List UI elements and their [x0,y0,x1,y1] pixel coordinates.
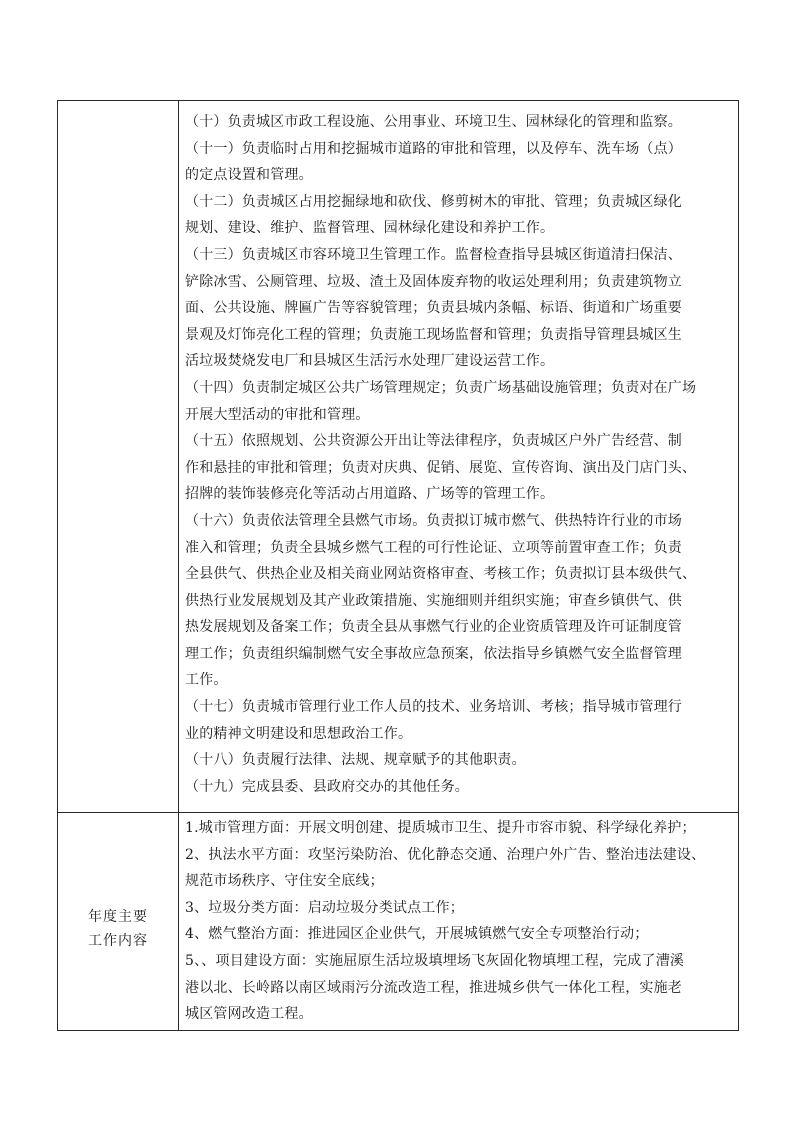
annual-label-cell [58,813,179,1030]
duty-line: 的定点设置和管理。 [185,167,313,184]
duty-line: 全县供气、供热企业及相关商业网站资格审查、考核工作；负责拟订县本级供气、 [185,566,697,583]
duty-item-19 [185,774,732,801]
task-line: 4、燃气整治方面：推进园区企业供气，开展城镇燃气安全专项整治行动； [185,926,649,943]
duty-line: 面、公共设施、牌匾广告等容貌管理；负责县城内条幅、标语、街道和广场重要 [185,300,682,317]
task-item-5 [185,948,732,1028]
duty-line: 景观及灯饰亮化工程的管理；负责施工现场监督和管理；负责指导管理县城区生 [185,326,682,343]
task-item-1 [185,815,732,842]
annual-label-line: 工作内容 [88,933,148,949]
duty-item-16 [185,508,732,694]
duty-line: 供热行业发展规划及其产业政策措施、实施细则并组织实施；审查乡镇供气、供 [185,592,682,609]
duty-item-14 [185,375,732,428]
duty-item-13 [185,242,732,375]
task-line: 港以北、长岭路以南区域雨污分流改造工程，推进城乡供气一体化工程，实施老 [185,979,682,996]
duty-item-18 [185,747,732,774]
duties-label-cell [58,101,179,812]
duty-line: 招牌的装饰装修亮化等活动占用道路、广场等的管理工作。 [185,486,555,503]
duty-item-12 [185,189,732,242]
annual-label [58,905,178,953]
task-line: 城区管网改造工程。 [185,1006,313,1023]
task-line: 2、执法水平方面：攻坚污染防治、优化静态交通、治理户外广告、整治违法建设、 [185,846,706,863]
duty-line: 铲除冰雪、公厕管理、垃圾、渣土及固体废弃物的收运处理利用；负责建筑物立 [185,273,682,290]
duty-line: 理工作；负责组织编制燃气安全事故应急预案，依法指导乡镇燃气安全监督管理 [185,645,682,662]
duty-item-11 [185,136,732,189]
duty-line: 作和悬挂的审批和管理；负责对庆典、促销、展览、宣传咨询、演出及门店门头、 [185,459,697,476]
annual-label-line: 年度主要 [88,909,148,925]
annual-tasks-content-cell [179,813,738,1030]
duty-line: 热发展规划及备案工作；负责全县从事燃气行业的企业资质管理及许可证制度管 [185,619,682,636]
duty-item-10 [185,109,732,136]
duty-line: （十）负责城区市政工程设施、公用事业、环境卫生、园林绿化的管理和监察。 [185,114,682,130]
duty-line: 工作。 [185,672,228,689]
duty-line: 业的精神文明建设和思想政治工作。 [185,725,413,742]
task-line: 3、垃圾分类方面：启动垃圾分类试点工作； [185,899,464,916]
responsibilities-table [57,100,739,1031]
duty-line: （十八）负责履行法律、法规、规章赋予的其他职责。 [185,752,526,769]
duty-line: 准入和管理；负责全县城乡燃气工程的可行性论证、立项等前置审查工作；负责 [185,539,682,556]
duty-line: （十五）依照规划、公共资源公开出让等法律程序，负责城区户外广告经营、制 [185,433,682,450]
duty-line: （十六）负责依法管理全县燃气市场。负责拟订城市燃气、供热特许行业的市场 [185,512,682,529]
duty-line: 活垃圾焚烧发电厂和县城区生活污水处理厂建设运营工作。 [185,353,555,370]
task-line: 5、、项目建设方面：实施屈原生活垃圾填埋场飞灰固化物填埋工程，完成了漕溪 [185,952,685,969]
task-item-2 [185,842,732,895]
duty-item-15 [185,428,732,508]
duty-line: 规划、建设、维护、监督管理、园林绿化建设和养护工作。 [185,220,555,237]
annual-tasks-row [58,813,738,1030]
duty-item-17 [185,694,732,747]
duties-row [58,101,738,813]
task-item-3 [185,895,732,922]
duty-line: （十七）负责城市管理行业工作人员的技术、业务培训、考核；指导城市管理行 [185,699,682,716]
duties-content-cell [179,101,738,812]
duty-line: 开展大型活动的审批和管理。 [185,406,370,423]
task-item-4 [185,921,732,948]
duty-line: （十二）负责城区占用挖掘绿地和砍伐、修剪树木的审批、管理；负责城区绿化 [185,193,682,210]
duty-line: （十九）完成县委、县政府交办的其他任务。 [185,778,469,795]
duty-line: （十四）负责制定城区公共广场管理规定；负责广场基础设施管理；负责对在广场 [185,379,697,396]
task-line: 规范市场秩序、守住安全底线； [185,873,384,890]
duty-line: （十三）负责城区市容环境卫生管理工作。监督检查指导县城区街道清扫保洁、 [185,246,682,263]
task-line: 1.城市管理方面：开展文明创建、提质城市卫生、提升市容市貌、科学绿化养护； [185,820,696,836]
duty-line: （十一）负责临时占用和挖掘城市道路的审批和管理，以及停车、洗车场（点） [185,140,682,157]
